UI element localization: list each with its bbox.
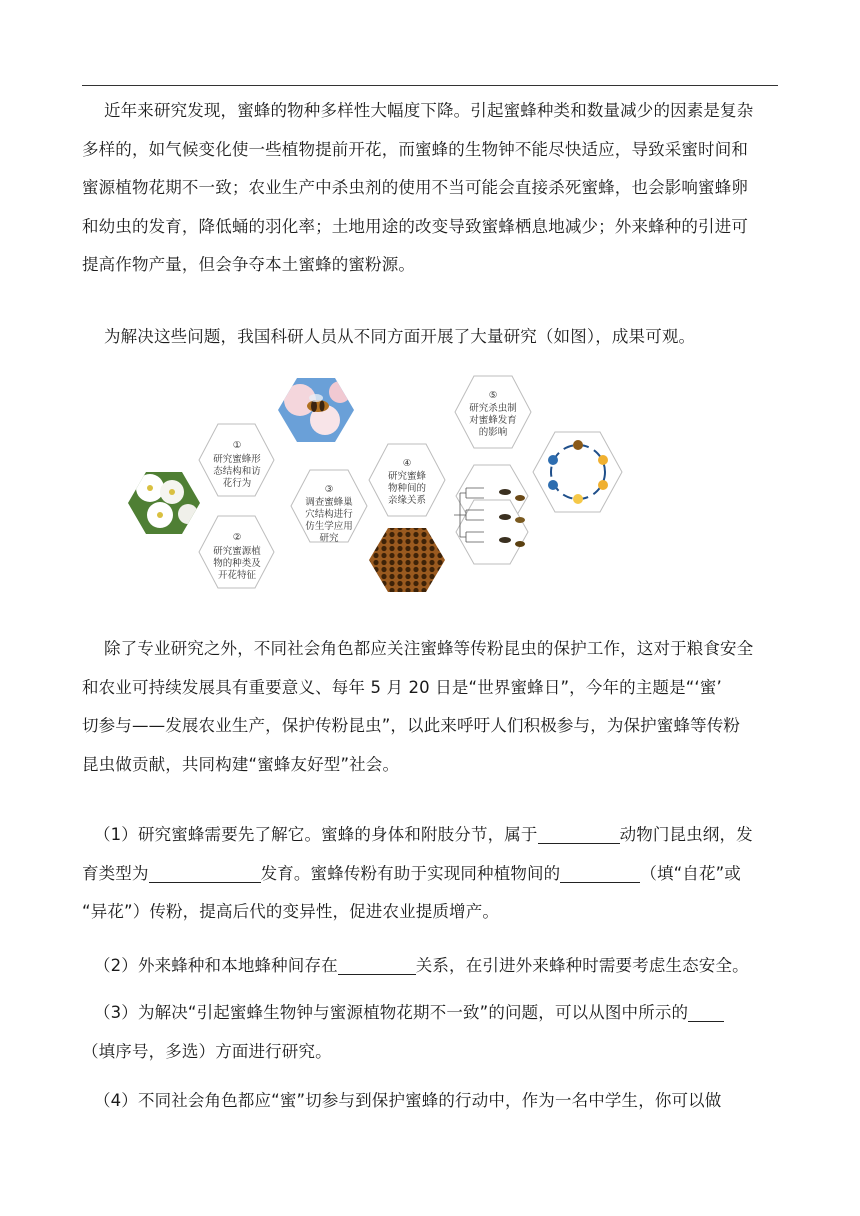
hex2-line-3: 开花特征 (217, 570, 257, 581)
hex3-number: ③ (324, 484, 334, 495)
hex3-line-1: 调查蜜蜂巢 (305, 497, 353, 508)
q2-blank-relationship[interactable] (338, 954, 416, 975)
hex5-line-3: 的影响 (478, 427, 508, 438)
research-sentence: 为解决这些问题，我国科研人员从不同方面开展了大量研究（如图），成果可观。 (104, 327, 696, 346)
q2-text-b: 关系，在引进外来蜂种时需要考虑生态安全。 (415, 956, 749, 975)
hex5-line-2: 对蜜蜂发育 (469, 415, 517, 426)
intro-line-1: 近年来研究发现，蜜蜂的物种多样性大幅度下降。引起蜜蜂种类和数量减少的因素是复杂 (104, 101, 754, 120)
q1-blank-pollination[interactable] (560, 862, 640, 883)
q1-text-d: 发育。蜜蜂传粉有助于实现同种植物间的 (260, 863, 561, 883)
question-4 (82, 1082, 778, 1121)
q3-blank-numbers[interactable] (688, 1001, 724, 1022)
hexagon-2-nectar-plants (199, 516, 274, 588)
hex4-number: ④ (402, 458, 412, 469)
q1-text-e: （填“自花”或 (640, 863, 741, 883)
social-line-2: 和农业可持续发展具有重要意义、每年 5 月 20 日是“世界蜜蜂日”，今年的主题是“‘蜜’ (82, 677, 722, 697)
hex3-line-4: 研究 (319, 533, 339, 544)
intro-line-4: 和幼虫的发育，降低蛹的羽化率；土地用途的改变导致蜜蜂栖息地减少；外来蜂种的引进可 (82, 216, 748, 236)
hexagon-4-phylogeny (369, 444, 445, 516)
intro-paragraph (82, 92, 778, 285)
q1-text-a: （1）研究蜜蜂需要先了解它。蜜蜂的身体和附肢分节，属于 (94, 825, 538, 844)
hex2-number: ② (232, 532, 242, 543)
research-hexagon-figure (100, 370, 660, 620)
social-line-1: 除了专业研究之外，不同社会角色都应关注蜜蜂等传粉昆虫的保护工作，这对于粮食安全 (104, 639, 754, 658)
hex3-line-3: 仿生学应用 (305, 521, 353, 532)
hex2-line-2: 物的种类及 (213, 558, 261, 569)
flower-image-left (128, 472, 200, 534)
hex3-line-2: 穴结构进行 (305, 509, 353, 520)
hexagon-3-nest-structure (291, 470, 367, 544)
header-rule (82, 85, 778, 86)
q2-text-a: （2）外来蜂种和本地蜂种间存在 (94, 956, 338, 975)
hex1-line-1: 研究蜜蜂形 (213, 454, 261, 465)
hex1-number: ① (232, 440, 242, 451)
hex2-line-1: 研究蜜源植 (213, 546, 261, 557)
hexagon-1-morphology (199, 424, 274, 496)
hex4-line-2: 物种间的 (387, 483, 427, 494)
social-line-3: 切参与——发展农业生产，保护传粉昆虫”，以此来呼吁人们积极参与，为保护蜜蜂等传粉 (82, 716, 741, 735)
intro-line-5: 提高作物产量，但会争夺本土蜜蜂的蜜粉源。 (82, 255, 415, 274)
question-3 (82, 994, 778, 1071)
hex5-number: ⑤ (488, 390, 498, 401)
social-paragraph (82, 630, 778, 784)
bee-on-flower-image (278, 378, 354, 442)
social-line-4: 昆虫做贡献，共同构建“蜜蜂友好型”社会。 (82, 754, 400, 774)
hex4-line-3: 亲缘关系 (387, 495, 427, 506)
bee-life-cycle-image (533, 432, 622, 512)
honeycomb-image (369, 528, 445, 592)
hex5-line-1: 研究杀虫制 (469, 403, 517, 414)
hexagon-5-insecticide (455, 376, 531, 448)
phylogenetic-tree-image (454, 465, 528, 564)
q1-blank-phylum[interactable] (538, 823, 620, 844)
q1-text-f: “异花”）传粉，提高后代的变异性，促进农业提质增产。 (82, 902, 499, 921)
hex4-line-1: 研究蜜蜂 (387, 471, 427, 482)
q3-text-b: （填序号，多选）方面进行研究。 (82, 1041, 332, 1061)
q1-text-b: 动物门昆虫纲，发 (619, 825, 753, 844)
intro-line-3: 蜜源植物花期不一致；农业生产中杀虫剂的使用不当可能会直接杀死蜜蜂，也会影响蜜蜂卵 (82, 178, 748, 197)
hex1-line-2: 态结构和访 (213, 466, 261, 477)
q4-text-a: （4）不同社会角色都应“蜜”切参与到保护蜜蜂的行动中，作为一名中学生，你可以做 (94, 1091, 722, 1110)
q1-blank-development[interactable] (149, 862, 261, 883)
question-2 (82, 947, 778, 986)
hex1-line-3: 花行为 (222, 478, 252, 489)
intro-line-2: 多样的，如气候变化使一些植物提前开花，而蜜蜂的生物钟不能尽快适应，导致采蜜时间和 (82, 139, 748, 159)
research-paragraph (82, 318, 778, 357)
q3-text-a: （3）为解决“引起蜜蜂生物钟与蜜源植物花期不一致”的问题，可以从图中所示的 (94, 1003, 689, 1022)
q1-text-c: 育类型为 (82, 863, 149, 883)
question-1 (82, 816, 778, 932)
